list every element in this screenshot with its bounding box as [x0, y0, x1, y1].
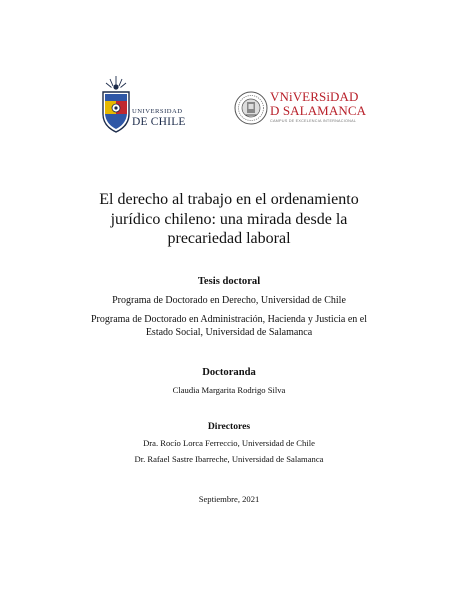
thesis-title	[60, 190, 398, 249]
date-section	[40, 494, 418, 505]
program-2-line-1: Programa de Doctorado en Administración, Hacienda y Justicia en el	[90, 313, 368, 325]
uchile-line1: UNIVERSIDAD	[132, 108, 183, 115]
usal-line2: D SALAMANCA	[270, 103, 367, 118]
uchile-line2: DE CHILE	[132, 116, 186, 128]
universidad-de-salamanca-logo	[234, 88, 367, 132]
usal-line1: VNiVERSiDAD	[270, 89, 359, 104]
directors-section	[40, 421, 418, 465]
usal-line3: CAMPUS DE EXCELENCIA INTERNACIONAL	[270, 119, 357, 123]
usal-wordmark	[270, 89, 367, 123]
program-1: Programa de Doctorado en Derecho, Universidad de Chile	[112, 295, 346, 306]
thesis-heading: Tesis doctoral	[197, 276, 261, 287]
director-2: Dr. Rafael Sastre Ibarreche, Universidad de Salamanca	[134, 454, 324, 464]
title-line-1: El derecho al trabajo en el ordenamiento	[99, 191, 359, 208]
thesis-section	[40, 276, 418, 339]
uchile-wordmark	[132, 108, 196, 128]
program-2-line-2: Estado Social, Universidad de Salamanca	[145, 326, 313, 338]
title-line-2: jurídico chileno: una mirada desde la	[110, 210, 348, 228]
director-1: Dra. Rocío Lorca Ferreccio, Universidad de Chile	[143, 438, 315, 448]
thesis-date: Septiembre, 2021	[198, 494, 260, 504]
candidate-section	[40, 367, 418, 396]
uchile-shield-icon	[100, 74, 132, 136]
universidad-de-chile-logo	[100, 74, 196, 136]
usal-seal-icon	[234, 91, 268, 125]
directors-heading: Directores	[207, 421, 251, 432]
candidate-name: Claudia Margarita Rodrigo Silva	[172, 385, 286, 395]
candidate-heading: Doctoranda	[202, 367, 256, 378]
title-line-3: precariedad laboral	[167, 230, 291, 247]
